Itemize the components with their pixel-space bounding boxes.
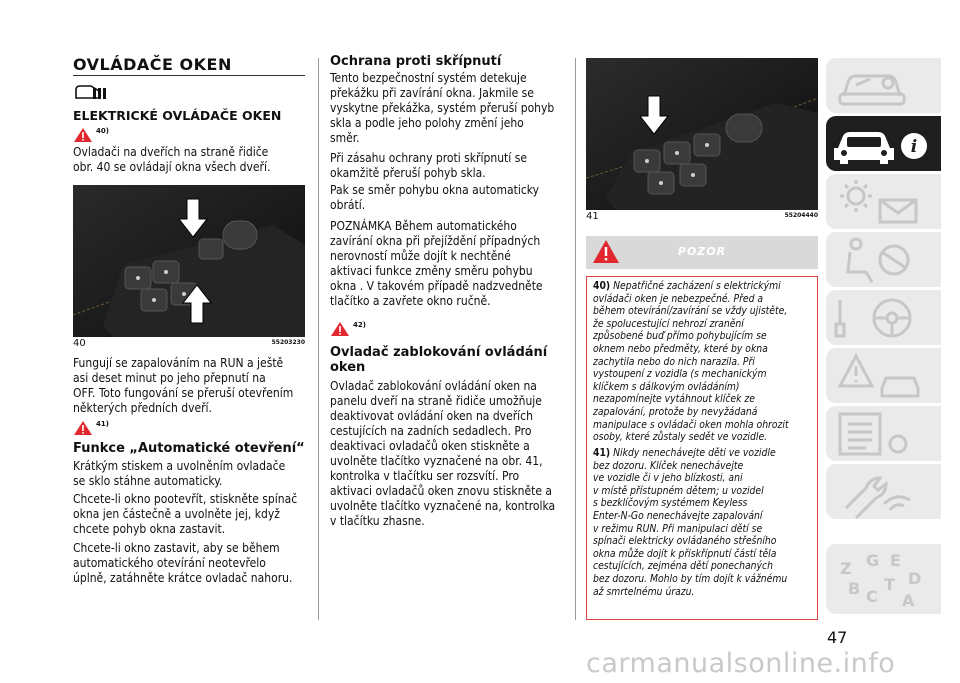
text-line: směr. <box>330 131 360 145</box>
warning-header <box>586 236 818 269</box>
text-line: obr. 40 se ovládají okna všech dveří. <box>73 160 271 174</box>
text-line: manipulace s ovládači oken mohla ohrozit <box>593 418 789 431</box>
text-line: klíčkem s dálkovým ovládáním) <box>593 380 740 393</box>
column-divider <box>318 58 319 620</box>
ref-number: 42) <box>353 321 366 329</box>
lights-mail-icon <box>826 174 941 229</box>
tab-car-info[interactable] <box>826 116 941 171</box>
door-switch-panel-image <box>73 185 305 337</box>
warning-number: 41) <box>593 447 611 459</box>
index-letter: B <box>848 579 861 598</box>
warning-car-icon <box>826 348 941 403</box>
text-line: v tlačítku zhasne. <box>330 514 425 528</box>
figure-41-caption <box>586 211 818 222</box>
text-line: bez dozoru. Mohlo by tím dojít k vážnému <box>593 572 788 585</box>
text-line: ovládači oken je nebezpečné. Před a <box>593 292 764 305</box>
index-letter: G <box>866 551 880 570</box>
text-line: Chcete-li okno zastavit, aby se během <box>73 541 280 555</box>
text-line: uvolněte tlačítko vyznačené na, kontrolka <box>330 499 556 513</box>
paragraph-window-lock <box>330 379 562 529</box>
warning-triangle-icon <box>73 420 93 436</box>
warning-triangle-icon <box>330 321 350 337</box>
text-line: deaktivaci ovladačů oken stiskněte a <box>330 439 530 453</box>
text-line: oknem nebo předměty, které by okna <box>593 342 768 355</box>
text-line: osoby, které zůstaly sedět ve vozidle. <box>593 431 768 444</box>
car-info-icon <box>826 116 941 171</box>
text-line: cestujících na zadních sedadlech. Pro <box>330 424 532 438</box>
text-line: Tento bezpečnostní systém detekuje <box>330 71 527 85</box>
text-line: nezapomínejte vytáhnout klíček ze <box>593 393 755 406</box>
text-line: Fungují se zapalováním na RUN a ještě <box>73 356 284 370</box>
heading-auto-open: Funkce „Automatické otevření“ <box>73 441 305 456</box>
page-heading: OVLÁDAČE OKEN <box>73 55 232 74</box>
paragraph-intro <box>73 145 305 175</box>
tab-index[interactable] <box>826 544 941 614</box>
figure-40-photo <box>73 185 305 337</box>
paragraph-pinch-1 <box>330 71 562 146</box>
steering-wheel-icon <box>826 290 941 345</box>
text-line: Krátkým stiskem a uvolněním ovladače <box>73 459 286 473</box>
warning-40-text <box>593 280 815 444</box>
figure-number: 41 <box>586 211 599 222</box>
warning-triangle-icon <box>73 127 93 143</box>
text-line: Při zásahu ochrany proti skřípnutí se <box>330 151 527 165</box>
tools-icon <box>826 464 941 519</box>
index-letter: T <box>884 575 895 594</box>
watermark: carmanualsonline.info <box>586 648 896 679</box>
text-span: Nikdy nenechávejte děti ve vozidle <box>613 447 776 459</box>
paragraph-pinch-2 <box>330 151 562 181</box>
text-line: úplně, zatáhněte krátce ovladač nahoru. <box>73 571 293 585</box>
text-line: spínači elektricky ovládaného střešního <box>593 535 777 548</box>
paragraph-auto-2 <box>73 492 305 537</box>
text-line: automatického otevírání neotevřelo <box>73 556 266 570</box>
text-line: že spolucestující nehrozí zranění <box>593 317 744 330</box>
text-line <box>593 447 815 460</box>
index-letter: E <box>890 551 901 570</box>
text-line: s bezklíčovým systémem Keyless <box>593 497 748 510</box>
text-line: obrátí. <box>330 198 366 212</box>
text-line: kontrolka v tlačítku ser rozsvítí. Pro <box>330 469 520 483</box>
text-line: skla a podle jeho polohy změní jeho <box>330 116 524 130</box>
column-divider <box>575 58 576 620</box>
text-line: v místě přístupném dětem; u vozidel <box>593 484 764 497</box>
index-letter: D <box>908 569 922 588</box>
tab-technical[interactable] <box>826 464 941 519</box>
section-title: ELEKTRICKÉ OVLÁDAČE OKEN <box>73 108 282 123</box>
seat-airbag-icon <box>826 232 941 287</box>
text-line: aktivaci funkce změny směru pohybu <box>330 264 533 278</box>
index-letter: C <box>866 587 878 606</box>
tab-safety[interactable] <box>826 232 941 287</box>
text-line: bez dozoru. Klíček nenechávejte <box>593 459 744 472</box>
warning-ref-42 <box>330 321 562 337</box>
heading-line: oken <box>330 360 366 375</box>
text-line: Ovladač zablokování ovládání oken na <box>330 379 537 393</box>
heading-rule <box>73 75 305 76</box>
text-span: Nepatřičné zacházení s elektrickými <box>613 280 781 292</box>
text-line: deaktivovat ovládání oken na dveřích <box>330 409 533 423</box>
text-line: zapalování, protože by nevyžádaná <box>593 405 758 418</box>
tab-lights[interactable] <box>826 174 941 229</box>
text-line: ve vozidle či v jeho blízkosti, ani <box>593 472 743 485</box>
text-line: asi deset minut po jeho přepnutí na <box>73 371 266 385</box>
figure-number: 40 <box>73 338 86 349</box>
text-line: nerovností může dojít k nechtěné <box>330 249 511 263</box>
figure-40-caption <box>73 338 305 349</box>
text-line: Ovladači na dveřích na straně řidiče <box>73 145 269 159</box>
text-line: okna . V takovém případě nadzvedněte <box>330 279 543 293</box>
paragraph-auto-3 <box>73 541 305 586</box>
window-switch-icon <box>73 83 107 101</box>
text-line: Chcete-li okno pootevřít, stiskněte spínač <box>73 492 298 506</box>
index-letter: Z <box>840 559 852 578</box>
paragraph-note <box>330 219 562 309</box>
warning-ref-41 <box>73 420 305 436</box>
index-letter: A <box>902 591 915 610</box>
figure-41-photo <box>586 58 818 210</box>
warning-title: POZOR <box>677 245 727 258</box>
text-line: během otevírání/zavírání se vždy ujistěte, <box>593 305 788 318</box>
text-line <box>593 280 815 293</box>
tab-driving[interactable] <box>826 290 941 345</box>
text-line: v režimu RUN. Při manipulaci dětí se <box>593 522 763 535</box>
text-line: vyskytne překážka, systém přeruší pohyb <box>330 101 555 115</box>
text-line: překážku při zavírání okna. Jakmile se <box>330 86 534 100</box>
ref-number: 40) <box>96 127 109 135</box>
text-line: aktivaci ovladačů oken znovu stiskněte a <box>330 484 552 498</box>
text-line: způsobené buď přímo pohybujícím se <box>593 330 767 343</box>
tab-dashboard[interactable] <box>826 58 941 113</box>
window-lock-switch-image <box>586 58 818 210</box>
warning-number: 40) <box>593 280 611 292</box>
figure-code: 55204440 <box>784 212 818 219</box>
text-line: okna může dojít k přiskřípnutí částí těla <box>593 547 777 560</box>
text-line: se sklo stáhne automaticky. <box>73 474 223 488</box>
text-line: zavírání okna při přejíždění případných <box>330 234 541 248</box>
svg-text:i: i <box>910 137 918 157</box>
text-line: chcete pohyb okna zastavit. <box>73 522 226 536</box>
heading-pinch-protection: Ochrana proti skřípnutí <box>330 54 502 69</box>
text-line: uvolněte tlačítko vyznačené na obr. 41, <box>330 454 543 468</box>
heading-window-lock <box>330 345 562 375</box>
text-line: POZNÁMKA Během automatického <box>330 219 517 233</box>
heading-line: Ovladač zablokování ovládání <box>330 345 548 360</box>
text-line: okna jen částečně a uvolněte jej, když <box>73 507 280 521</box>
text-line: Enter-N-Go nenechávejte zapalování <box>593 509 763 522</box>
paragraph-run <box>73 356 305 416</box>
warning-41-text <box>593 447 815 598</box>
tab-emergency[interactable] <box>826 348 941 403</box>
text-line: až smrtelnému úrazu. <box>593 585 695 598</box>
paragraph-auto-1 <box>73 459 305 489</box>
text-line: panelu dveří na straně řidiče umožňuje <box>330 394 542 408</box>
text-line: vystoupení z vozidla (s mechanickým <box>593 368 767 381</box>
paragraph-pinch-3 <box>330 183 562 213</box>
text-line: Pak se směr pohybu okna automaticky <box>330 183 539 197</box>
alphabet-index-icon <box>826 544 941 614</box>
car-dashboard-icon <box>826 58 941 113</box>
text-line: zachytila nebo do nich narazila. Při <box>593 355 755 368</box>
tab-maintenance[interactable] <box>826 406 941 461</box>
figure-code: 55203230 <box>271 339 305 346</box>
text-line: některých předních dveří. <box>73 401 212 415</box>
service-list-icon <box>826 406 941 461</box>
warning-box <box>586 276 818 620</box>
text-line: tlačítko a zavřete okno ručně. <box>330 294 491 308</box>
page-number: 47 <box>827 628 848 647</box>
text-line: OFF. Toto fungování se přeruší otevřením <box>73 386 294 400</box>
text-line: okamžitě přeruší pohyb skla. <box>330 166 486 180</box>
ref-number: 41) <box>96 420 109 428</box>
text-line: cestujících, zejména dětí ponechaných <box>593 560 773 573</box>
warning-ref-40 <box>73 127 305 143</box>
